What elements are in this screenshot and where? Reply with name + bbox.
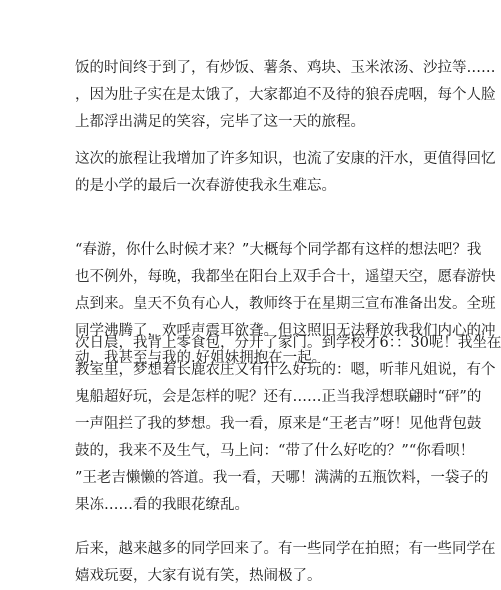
text-line: 果冻……看的我眼花缭乱。: [75, 497, 249, 513]
text-line: 同学沸腾了，欢呼声震耳欲聋。但这照旧无法释放我我们内心的冲: [75, 323, 496, 339]
text-line: 教室里，梦想着长鹿农庄又有什么好玩的：嗯，听菲凡姐说，有个: [75, 362, 496, 378]
text-line: 后来，越来越多的同学回来了。有一些同学在拍照；有一些同学在: [75, 541, 496, 557]
text-line-partial: 嬉戏玩耍，大家有说有笑，热闹极了。: [75, 568, 322, 584]
text-line: 次日晨，我背上零食包，分开了家门。到学校才6：：30呢！我坐在: [75, 335, 501, 351]
text-line: 的是小学的最后一次春游使我永生难忘。: [75, 178, 336, 194]
text-line: 也不例外，每晚，我都坐在阳台上双手合十，遥望天空，愿春游快: [75, 269, 496, 285]
text-line: “春游，你什么时候才来？”大概每个同学都有这样的想法吧？我: [75, 242, 482, 258]
text-line: 这次的旅程让我增加了许多知识，也流了安康的汗水，更值得回忆: [75, 151, 496, 167]
text-line: 鬼船超好玩，会是怎样的呢？还有……正当我浮想联翩时“砰”的: [75, 389, 482, 405]
text-line: 上都浮出满足的笑容，完毕了这一天的旅程。: [75, 114, 365, 130]
text-line: ”王老吉懒懒的答道。我一看，天哪！满满的五瓶饮料，一袋子的: [75, 470, 489, 486]
text-line: 点到来。皇天不负有心人，教师终于在星期三宣布准备出发。全班: [75, 296, 496, 312]
text-line: ，因为肚子实在是太饿了，大家都迫不及待的狼吞虎咽，每个人脸: [75, 87, 496, 103]
text-line: 一声阻拦了我的梦想。我一看，原来是“王老吉”呀！见他背包鼓: [75, 416, 482, 432]
text-line: 动，我甚至与我的.好姐妹拥抱在一起。: [75, 350, 327, 366]
paragraph-reflection: [75, 146, 496, 200]
text-line: 饭的时间终于到了，有炒饭、薯条、鸡块、玉米浓汤、沙拉等……: [75, 60, 496, 76]
paragraph-classmates-arrive: [75, 536, 496, 584]
text-line: 鼓的，我来不及生气，马上问：“带了什么好吃的？”“你看呗！: [75, 443, 475, 459]
paragraph-meal: [75, 55, 496, 136]
